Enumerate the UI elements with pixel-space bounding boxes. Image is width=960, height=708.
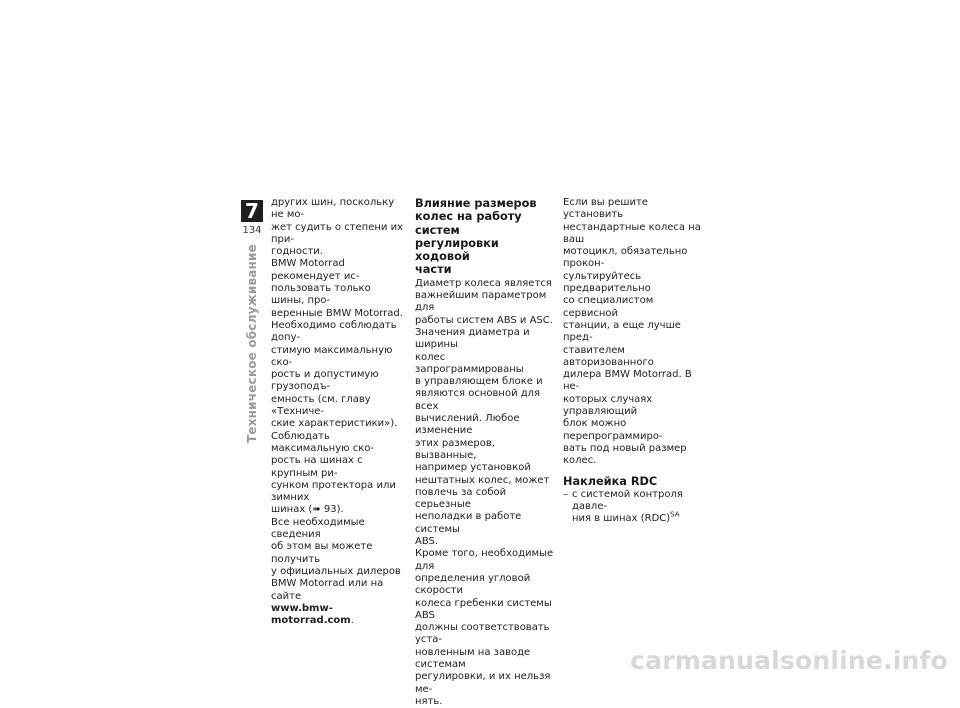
text-line: Диаметр колеса является <box>415 277 552 289</box>
text-line: годности. <box>271 246 323 258</box>
text-line: которых случаях управляющий <box>563 393 653 418</box>
text-line: шинах (➠ 93). <box>271 504 344 516</box>
text-line: дилера BMW Motorrad. В не- <box>563 369 692 393</box>
text-line: Соблюдать максимальную ско- <box>271 430 374 454</box>
text-line: мотоцикл, обязательно прокон- <box>563 246 688 270</box>
list-item-rdc <box>563 489 703 526</box>
text-line: жет судить о степени их при- <box>271 221 403 245</box>
text-line: регулировки, и их нельзя ме- <box>415 671 551 695</box>
text-line: нять. <box>415 695 443 707</box>
text-line: должны соответствовать уста- <box>415 622 550 646</box>
text-line: колеса гребенки системы ABS <box>415 597 552 621</box>
section-heading-rdc-sticker: Наклейка RDC <box>563 474 658 488</box>
text-line: этих размеров, вызванные, <box>415 437 495 461</box>
text-line: нестандартные колеса на ваш <box>563 221 701 245</box>
text-line: блок можно перепрограммиро- <box>563 418 663 442</box>
text-line: ставителем авторизованного <box>563 344 654 368</box>
text-line: новленным на заводе системам <box>415 646 531 670</box>
text-line: Кроме того, необходимые для <box>415 548 554 572</box>
text-line: Если вы решите установить <box>563 197 648 221</box>
text-column-2 <box>415 197 555 708</box>
list-dash: – <box>563 488 568 500</box>
text-line: веренные BMW Motorrad. <box>271 307 403 319</box>
sa-superscript: SA <box>670 511 680 520</box>
text-line: других шин, поскольку не мо- <box>271 197 395 221</box>
col1-body <box>271 197 407 627</box>
text-line: в управляющем блоке и <box>415 376 543 388</box>
text-line: Все необходимые сведения <box>271 516 365 541</box>
text-line: неполадки в работе системы <box>415 511 522 535</box>
text-line: определения угловой скорости <box>415 572 531 597</box>
text-line: нештатных колес, может <box>415 474 550 486</box>
text-line: BMW Motorrad или на сайте <box>271 578 384 602</box>
chapter-number-tab: 7 <box>241 200 263 222</box>
text-line: стимую максимальную ско- <box>271 344 393 368</box>
text-line: например установкой <box>415 462 531 474</box>
page-number: 134 <box>242 225 262 236</box>
text-line: Значения диаметра и ширины <box>415 326 530 351</box>
text-line: со специалистом сервисной <box>563 295 654 319</box>
text-line: вычислений. Любое изменение <box>415 413 520 437</box>
text-line: ские характеристики»). <box>271 418 398 430</box>
text-line: сунком протектора или зимних <box>271 479 396 504</box>
text-line: работы систем ABS и ASC. <box>415 314 553 326</box>
text-line: BMW Motorrad рекомендует ис- <box>271 258 360 282</box>
list-item-text: с системой контроля давле- ния в шинах (RDC)$^{SA}$ <box>572 488 683 525</box>
text-line: рость на шинах с крупным ри- <box>271 455 363 479</box>
col2-body <box>415 278 555 708</box>
text-line: емность (см. главу «Техниче- <box>271 393 371 418</box>
text-column-1 <box>271 197 407 627</box>
text-line: сультируйтесь предварительно <box>563 270 651 295</box>
text-line: пользовать только шины, про- <box>271 283 371 307</box>
text-line: являются основной для всех <box>415 388 541 412</box>
side-section-title: Техническое обслуживание <box>245 244 259 443</box>
text-line: важнейшим параметром для <box>415 290 547 314</box>
website-suffix: . <box>350 615 354 627</box>
text-line: у официальных дилеров <box>271 565 401 577</box>
text-column-3 <box>563 197 703 526</box>
watermark: carmanualsonline.info <box>630 646 948 675</box>
text-line: колес запрограммированы <box>415 351 524 375</box>
text-line: вать под новый размер колес. <box>563 442 687 467</box>
text-line: об этом вы можете получить <box>271 541 373 565</box>
text-line: рость и допустимую грузоподъ- <box>271 369 379 393</box>
section-heading-wheel-size: Влияние размеров колес на работу систем регулировки ходовой части <box>415 197 537 277</box>
text-line: станции, а еще лучше пред- <box>563 319 681 344</box>
website-link[interactable]: www.bmw-motorrad.com <box>271 602 351 627</box>
text-line: Необходимо соблюдать допу- <box>271 319 397 344</box>
text-line: повлечь за собой серьезные <box>415 486 507 511</box>
text-line: ABS. <box>415 536 439 548</box>
col3-body <box>563 197 703 468</box>
